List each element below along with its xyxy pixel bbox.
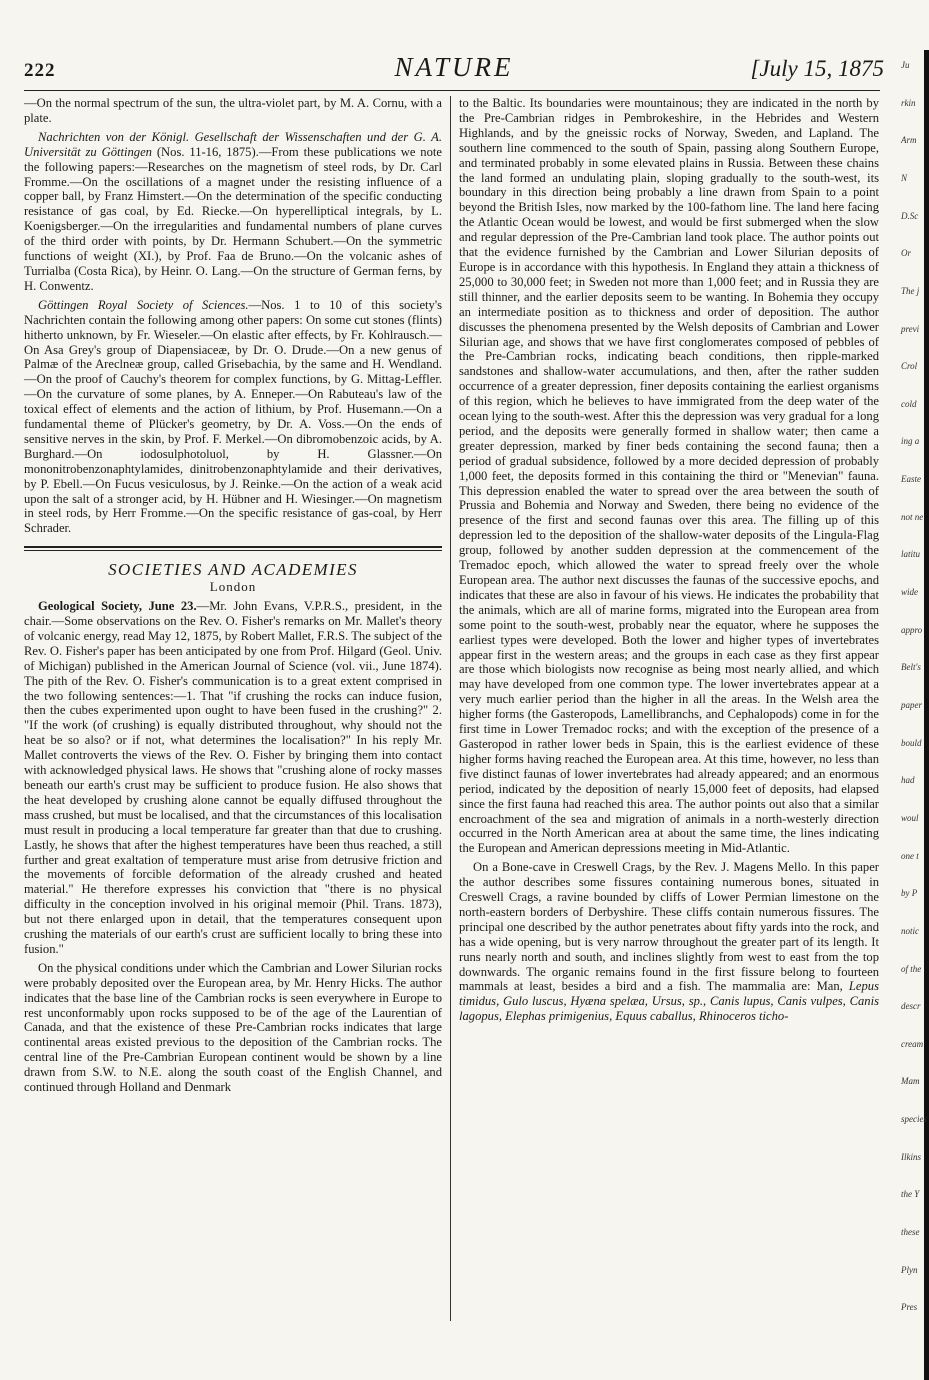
- paragraph-body: —Mr. John Evans, V.P.R.S., president, in the chair.—Some observations on the Rev. O. Fisher's remarks on Mr. Mallet's theory of volcanic energy, read May 12, 1875, by Robert Mallet, F.R.S. The subject of the Rev. O. Fisher's paper has been anticipated by one from Prof. Hilgard (Geol. Univ. of Michigan) published in the American Journal of Science (vol. vii., June 1874). The pith of the Rev. O. Fisher's communication is to a great extent comprised in the two following sentences:—1. That "if crushing the rocks can induce fusion, then the cubes experimented upon ought to have been fused in the crushing?" 2. "If the work (of crushing) is equally distributed throughout, why should not the heat be so also? or if not, what determines the localisation?" In his reply Mr. Mallet controverts the views of the Rev. O. Fisher by bringing them into contact with acknowledged physical laws. He shows that "crushing alone of rocky masses beneath our earth's crust may be sufficient to produce fusion. He also shows that the heat developed by crushing alone cannot be equally diffused throughout the mass crushed, but must be localised, and that the circumstances of this localisation must result in producing a local temperature far greater than that due to crushing. Lastly, he shows that after the highest temperatures have been thus reached, a still further and great exaltation of temperature must arise from detrusive friction and the movements of forcible deformation of the already crushed and heated material." He therefore expresses his conviction that "there is no physical difficulty in the conception involved in his original memoir (Phil. Trans. 1873), but not there enlarged upon in detail, that the temperatures consequent upon crushing the materials of our earth's crust are sufficient locally to bring these into fusion.": [24, 599, 442, 956]
- edge-fragment: rkin: [901, 97, 916, 108]
- edge-fragment: Mam: [901, 1076, 920, 1087]
- subsection-title: London: [209, 579, 257, 595]
- edge-fragment: D.Sc: [901, 210, 919, 221]
- paragraph-body: (Nos. 11-16, 1875).—From these publications we note the following papers:—Researches on the magnetism of steel rods, by Dr. Carl Fromme.—On the oscillations of a magnet under the resisting influence of a copper ball, by Franz Himstert.—On the determination of the specific conducting resistance of gas coal, by Ed. Riecke.—On hyperelliptical integrals, by L. Koenigsberger.—On the irregularities and fundamental numbers of plane curves of the third order with points, by Dr. Hermann Schubert.—On the symmetric functions of weight (XI.), by Prof. Faa de Bruno.—On the volcanic ashes of Turrialba (Costa Rica), by Heinr. O. Lang.—On the structure of German ferns, by H. Conwentz.: [24, 144, 442, 293]
- edge-fragment: Arm: [901, 135, 917, 146]
- edge-fragment: not ne: [901, 511, 924, 522]
- edge-fragment: Belt's: [901, 662, 921, 673]
- edge-fragment: appro: [901, 624, 923, 635]
- paragraph: [24, 298, 442, 537]
- edge-fragment: bould: [901, 737, 922, 748]
- edge-fragment: had: [901, 775, 915, 786]
- paragraph: to the Baltic. Its boundaries were mountainous; they are indicated in the north by the Pre-Cambrian ridges in Pembrokeshire, in the Hebrides and Western Highlands, and by the gneissic rocks of Norway, Sweden, and Lapland. The southern line commenced to the south of Spain, passing along Southern Europe, and terminated probably in some elevated plains in Russia. Between these chains the land formed an undulating plain, sloping gradually to the south-west, its boundary in this direction being probably a line drawn from Spain to a point beyond the British Isles, now marked by the 100-fathom line. The land here facing the Atlantic Ocean would be lowest, and would be first submerged when the slow and regular depression of the Pre-Cambrian land took place. The author points out that the evidence furnished by the Cambrian and Lower Silurian deposits of Europe is in accordance with this hypothesis. In England they attain a thickness of 25,000 to 30,000 feet; in Sweden not more than 1,000 feet; and in Russia they are still thinner, and the earlier deposits seem to be wanting. In Bohemia they occupy an intermediate position as to thickness and order of deposition. The author discusses the phenomena presented by the Welsh deposits of Cambrian and Lower Silurian age, and shows that we have first conglomerates composed of pebbles of the Pre-Cambrian rocks, indicating beach conditions, then ripple-marked sandstones and shallow-water accumulations, and then, after the rather sudden occurrence of a greater depression, finer deposits containing the earliest organisms of this region, which he believes to have immigrated from the deep water of the ocean lying to the south-west. After this the depression was very gradual for a long period, and the deposits were generally formed in shallow water; then came a greater depression, marked by finer beds containing the second fauna; then a period of gradual subsidence, followed by a more decided depression of probably 1,000 feet, the deposits formed in this containing the third or "Menevian" fauna. This depression enabled the water to spread over the area between the south of Prussia and Bohemia and Norway and Sweden, there being no evidence of the presence of the first and second faunas over this area. The filling up of this depression led to the deposition of the shallow-water deposits of the Lingula-Flag group, followed by another sudden depression at the commencement of the Tremadoc epoch, which allowed the water to spread freely over the whole European area. The author next discusses the faunas of the successive epochs, and indicates that these are also in favour of his views. He indicates the probability that the animals, which are all of marine forms, migrated into the European area from some point to the south-west, probably near the equator, where he supposes the earliest types were developed. Both the lower and higher types of invertebrates appear first in the western areas; and the groups in each case as they first appear are those which biologists now recognise as being most nearly allied, and which may have developed from one common type. The lower invertebrates appear at a very much earlier period than the higher in all the areas. In the Welsh area the higher forms (the Gasteropods, Lamellibranchs, and Cephalopods) come in for the first time in Lower Tremadoc rocks; and with the exception of the presence of a Gasteropod in rather lower beds in Spain, this is the earliest evidence of these higher forms having reached the European area. At this time, however, no less than five distinct faunas of lower invertebrates had already appeared; and an enormous period, indicated by the deposition of nearly 15,000 feet of deposits, had elapsed since the first fauna had reached this area. The author points out also that a similar encroachment of the sea and migration of animals in a north-westerly direction occurred in the North American area at about the same time, the lines indicating the European and American depressions meeting in Mid-Atlantic.: [459, 96, 879, 856]
- edge-fragment: latitu: [901, 549, 921, 560]
- edge-fragment: cold: [901, 398, 917, 409]
- paragraph: [24, 599, 442, 957]
- journal-title: NATURE: [394, 52, 514, 82]
- section-divider: [24, 546, 442, 548]
- edge-fragment: Ju: [901, 60, 910, 70]
- species-list: Lepus timidus, Gulo luscus, Hyæna spelæa, Ursus, sp., Canis lupus, Canis vulpes, Canis lagopus, Elephas primigenius, Equus caballus, Rhinoceros ticho-: [459, 979, 879, 1024]
- edge-fragment: woul: [901, 812, 919, 823]
- edge-fragment: by P: [901, 888, 918, 899]
- edge-fragment: descr: [901, 1001, 921, 1012]
- edge-fragment: previ: [901, 323, 920, 334]
- edge-fragment: The j: [901, 285, 920, 296]
- paragraph: On the physical conditions under which the Cambrian and Lower Silurian rocks were probably deposited over the European area, by Mr. Henry Hicks. The author indicates that the base line of the Cambrian rocks is seen everywhere in Europe to rest unconformably upon rocks supposed to be of the age of the Laurentian of Canada, and that the existence of these Pre-Cambrian rocks indicates that large continental areas existed previous to the deposition of the Cambrian rocks. The central line of the Pre-Cambrian European continent would be shown by a line drawn from S.W. to N.E. along the south coast of the English Channel, and continued through Holland and Denmark: [24, 960, 442, 1095]
- issue-date: [July 15, 1875: [750, 56, 884, 81]
- paragraph: —On the normal spectrum of the sun, the ultra-violet part, by M. A. Cornu, with a plate.: [24, 96, 442, 125]
- left-column: [24, 96, 442, 1099]
- edge-fragment: cream: [901, 1038, 924, 1049]
- adjacent-page-edge: [900, 50, 929, 1380]
- edge-fragment: Crol: [901, 361, 918, 372]
- paragraph-body: On a Bone-cave in Creswell Crags, by the Rev. J. Magens Mello. In this paper the author describes some fissures containing numerous bones, situated in Creswell Crags, a ravine bounded by cliffs of Lower Permian limestone on the north-eastern borders of Derbyshire. These cliffs contain numerous fissures. The principal one described by the author penetrates about fifty yards into the rock, and has a wide opening, but is very narrow throughout the greater part of its length. It runs nearly north and south, and inclines slightly from west to east from the top downwards. The organic remains found in the first fissure belong to fourteen mammals at least, besides a bird and a fish. The mammalia are: Man,: [459, 860, 879, 994]
- edge-fragment: paper: [901, 700, 922, 710]
- edge-fragment: Easte: [901, 474, 921, 485]
- edge-fragment: the Y: [901, 1189, 920, 1200]
- header-rule: [24, 90, 880, 91]
- edge-fragment: these: [901, 1227, 920, 1238]
- section-divider-thin: [24, 550, 442, 551]
- publication-title: Göttingen Royal Society of Sciences.: [38, 297, 249, 312]
- edge-fragment: one t: [901, 850, 919, 861]
- edge-fragment: Pres: [901, 1302, 918, 1313]
- edge-fragment: Plyn: [901, 1264, 918, 1275]
- edge-fragment: ing a: [901, 436, 920, 447]
- section-title: SOCIETIES AND ACADEMIES: [108, 560, 358, 580]
- society-lead: Geological Society, June 23.: [38, 599, 197, 614]
- column-divider: [450, 96, 451, 1321]
- page-number: 222: [24, 60, 56, 81]
- edge-fragment: N: [901, 172, 908, 183]
- edge-fragment: Ilkins: [901, 1151, 921, 1162]
- paragraph-body: —Nos. 1 to 10 of this society's Nachrichten contain the following among other papers: On some cut stones (flints) hitherto unknown, by Fr. Wieseler.—On elastic after effects, by Fr. Kohlrausch.—On Asa Grey's group of Diapensiaceæ, by Dr. O. Drude.—On a new genus of Palmæ of the Areclneæ group, called Grisebachia, by the same and H. Wendland.—On the proof of Cauchy's theorem for complex functions, by G. Mittag-Leffler.—On the curvature of some planes, by A. Enneper.—On Rabuteau's law of the toxical effect of elements and the action of lithium, by Prof. Husemann.—On a fundamental theme of Plücker's geometry, by Dr. A. Voss.—On the ends of sensitive nerves in the skin, by Prof. F. Merkel.—On dibromobenzoic acids, by A. Burghard.—On iodosulphotoluol, by H. Glassner.—On mononitrobenzonaphtylamides, dinitrobenzonaphtylamide and their derivatives, by P. Ebell.—On Fucus vesiculosus, by J. Reinke.—On the action of a weak acid upon the salt of a stronger acid, by H. Hübner and H. Wiesinger.—On magnetism in steel rods, by Herr Fromme.—On the specific resistance of gas-coal, by Herr Schrader.: [24, 297, 443, 536]
- edge-fragment: species: [901, 1114, 927, 1125]
- binding-shadow: [924, 50, 929, 1380]
- edge-fragment: Or: [901, 248, 912, 259]
- edge-fragment: notic: [901, 925, 919, 936]
- paragraph: [24, 130, 442, 294]
- paragraph: [459, 860, 879, 1024]
- page-header: [24, 50, 884, 90]
- right-column: [459, 96, 879, 1028]
- edge-fragment: wide: [901, 587, 918, 598]
- publication-title: Nachrichten von der Königl. Gesellschaft der Wissenschaften und der G. A. Universität zu Göttingen: [24, 129, 442, 159]
- edge-fragment: of the: [901, 963, 922, 974]
